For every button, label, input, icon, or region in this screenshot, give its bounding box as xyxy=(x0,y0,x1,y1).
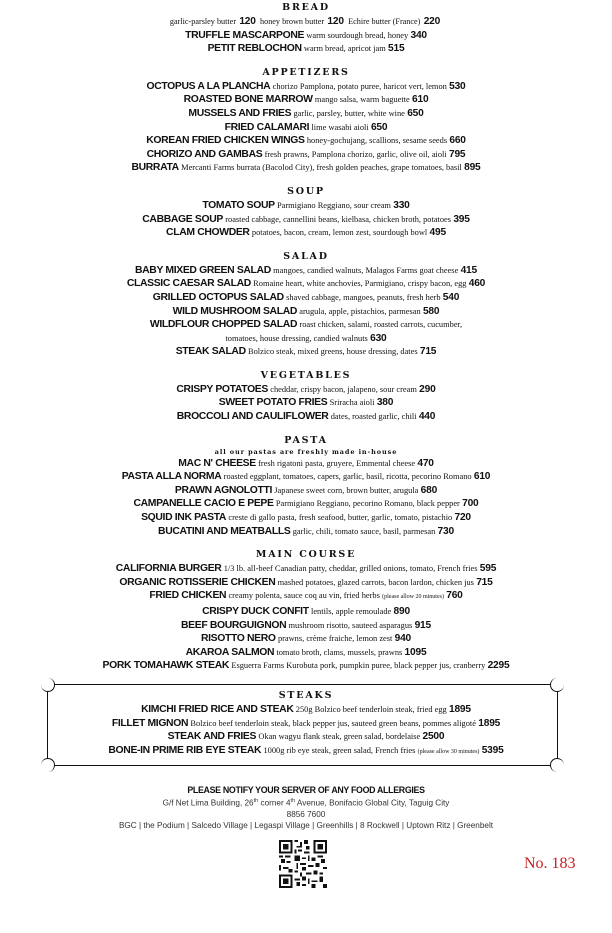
menu-item xyxy=(0,199,612,213)
section-title: VEGETABLES xyxy=(260,369,352,381)
item-description: garlic, parsley, butter, white wine xyxy=(293,108,405,118)
item-description: lime wasabi aioli xyxy=(311,122,369,132)
item-price: 580 xyxy=(422,305,440,317)
menu-section xyxy=(0,67,612,175)
menu-item xyxy=(0,484,612,498)
item-price: 2500 xyxy=(422,731,445,743)
item-description: fresh rigatoni pasta, gruyere, Emmental cheese xyxy=(258,458,416,468)
menu-item xyxy=(0,589,612,605)
item-price: 630 xyxy=(370,332,387,344)
menu-item xyxy=(0,576,612,590)
item-name: CRISPY DUCK CONFIT xyxy=(202,606,309,617)
menu-item xyxy=(0,730,612,744)
item-price: 120 xyxy=(327,16,344,27)
menu-item xyxy=(0,318,612,332)
item-name: STEAK AND FRIES xyxy=(167,731,257,743)
menu-item xyxy=(0,42,612,56)
item-name: FRIED CHICKEN xyxy=(149,590,227,602)
item-name: BUCATINI AND MEATBALLS xyxy=(158,525,291,537)
menu-item xyxy=(0,107,612,121)
item-price: 730 xyxy=(437,525,454,537)
menu-item xyxy=(0,332,612,346)
item-description: Bolzico beef tenderloin steak, black pepper jus, sauteed green beans, pommes aligoté xyxy=(190,718,476,728)
section-title: SALAD xyxy=(283,250,329,262)
item-price: 340 xyxy=(410,29,427,41)
item-name: MAC N' CHEESE xyxy=(178,457,256,469)
menu-item xyxy=(0,659,612,673)
section-title: APPETIZERS xyxy=(262,66,350,78)
item-description: cheddar, crispy bacon, jalapeno, sour cream xyxy=(270,384,417,394)
menu-section xyxy=(0,186,612,240)
item-description: shaved cabbage, mangoes, peanuts, fresh herb xyxy=(286,292,441,302)
item-description: Esguerra Farms Kurobuta pork, pumpkin puree, black pepper jus, cranberry xyxy=(231,661,486,671)
item-description: 250g Bolzico beef tenderloin steak, fried egg xyxy=(295,705,447,714)
butter-option xyxy=(348,17,440,26)
item-name: WILDFLOUR CHOPPED SALAD xyxy=(149,319,298,331)
item-name: GRILLED OCTOPUS SALAD xyxy=(152,291,284,303)
item-description: Okan wagyu flank steak, green salad, bordelaise xyxy=(258,732,421,742)
menu-number: No. 183 xyxy=(524,855,576,872)
item-price: 595 xyxy=(479,563,497,575)
item-name: ROASTED BONE MARROW xyxy=(183,94,313,106)
item-description: lentils, apple remoulade xyxy=(311,607,392,616)
item-price: 220 xyxy=(423,16,441,27)
menu-item xyxy=(0,703,612,717)
qr-code[interactable] xyxy=(279,840,327,888)
menu-sections xyxy=(0,2,612,673)
item-price: 415 xyxy=(460,264,477,276)
butter-option xyxy=(170,17,256,26)
item-price: 470 xyxy=(417,457,434,469)
item-description: potatoes, bacon, cream, lemon zest, sourdough bowl xyxy=(251,228,428,238)
item-description: creamy polenta, sauce coq au vin, fried herbs xyxy=(228,591,380,601)
section-title: BREAD xyxy=(282,2,330,13)
menu-item xyxy=(0,134,612,148)
item-price: 530 xyxy=(449,80,466,92)
item-name: PASTA ALLA NORMA xyxy=(121,471,222,483)
phone-number: 8856 7600 xyxy=(286,809,326,819)
item-price: 760 xyxy=(446,590,463,602)
item-description: tomatoes, house dressing, candied walnuts xyxy=(225,333,368,343)
item-name: BROCCOLI AND CAULIFLOWER xyxy=(176,411,329,423)
item-description: tomato broth, clams, mussels, prawns xyxy=(276,647,403,657)
item-name: TRUFFLE MASCARPONE xyxy=(185,29,305,41)
item-price: 2295 xyxy=(487,660,510,672)
menu-item xyxy=(0,148,612,162)
item-description: 1000g rib eye steak, green salad, French fries xyxy=(263,745,416,755)
item-price: 715 xyxy=(476,576,493,588)
item-name: KIMCHI FRIED RICE AND STEAK xyxy=(141,704,294,715)
item-price: 890 xyxy=(393,606,410,617)
item-name: KOREAN FRIED CHICKEN WINGS xyxy=(146,135,305,147)
item-price: 610 xyxy=(473,471,491,483)
item-name: CHORIZO AND GAMBAS xyxy=(146,148,263,160)
item-price: 290 xyxy=(419,383,436,395)
item-price: 330 xyxy=(393,199,410,211)
item-name: WILD MUSHROOM SALAD xyxy=(172,305,297,317)
menu-item xyxy=(0,15,612,29)
item-price: 5395 xyxy=(481,744,504,756)
menu-item xyxy=(0,457,612,471)
item-description: garlic-parsley butter xyxy=(169,17,237,26)
menu-section xyxy=(0,251,612,359)
address: G/f Net Lima Building, 26th corner 4th Avenue, Bonifacio Global City, Taguig City xyxy=(162,798,450,808)
item-name: FRIED CALAMARI xyxy=(224,121,310,133)
item-note: (please allow 20 minutes) xyxy=(382,594,444,601)
menu-item xyxy=(0,410,612,424)
menu-item xyxy=(0,264,612,278)
menu-item xyxy=(0,29,612,43)
menu-item xyxy=(0,511,612,525)
menu-item xyxy=(0,277,612,291)
item-description: honey-gochujang, scallions, sesame seeds xyxy=(306,136,448,146)
menu-item xyxy=(0,632,612,646)
item-name: OCTOPUS A LA PLANCHA xyxy=(146,80,271,92)
menu-item xyxy=(0,305,612,319)
item-description: Parmigiano Reggiano, pecorino Romano, black pepper xyxy=(275,499,460,509)
item-price: 660 xyxy=(449,135,466,147)
menu-item xyxy=(0,717,612,731)
item-name: AKAROA SALMON xyxy=(185,646,275,658)
item-description: Parmigiano Reggiano, sour cream xyxy=(276,200,391,210)
item-name: MUSSELS AND FRIES xyxy=(188,107,292,119)
item-name: CALIFORNIA BURGER xyxy=(115,563,222,575)
menu-section xyxy=(0,435,612,539)
item-name: PRAWN AGNOLOTTI xyxy=(174,484,273,496)
item-description: warm sourdough bread, honey xyxy=(306,30,409,40)
item-name: PETIT REBLOCHON xyxy=(207,43,302,55)
menu-section xyxy=(0,2,612,56)
item-price: 700 xyxy=(462,498,479,510)
item-description: warm bread, apricot jam xyxy=(303,44,386,54)
item-description: Echire butter (France) xyxy=(348,17,421,26)
menu-section xyxy=(0,549,612,673)
item-name: CABBAGE SOUP xyxy=(142,213,223,225)
menu-item xyxy=(0,646,612,660)
item-description: dates, roasted garlic, chili xyxy=(330,412,417,422)
menu-item xyxy=(0,470,612,484)
item-name: SWEET POTATO FRIES xyxy=(218,397,328,409)
item-price: 895 xyxy=(464,162,481,174)
item-price: 515 xyxy=(388,43,405,55)
item-name: BONE-IN PRIME RIB EYE STEAK xyxy=(108,744,262,756)
steaks-section xyxy=(0,690,612,759)
item-name: CLAM CHOWDER xyxy=(166,227,250,239)
menu-item xyxy=(0,497,612,511)
menu-item xyxy=(0,525,612,539)
item-description: garlic, chili, tomato sauce, basil, parmesan xyxy=(292,526,436,536)
item-description: roasted cabbage, cannellini beans, kielbasa, chicken broth, potatoes xyxy=(225,214,452,224)
item-price: 1895 xyxy=(478,717,501,729)
item-name: TOMATO SOUP xyxy=(202,199,275,211)
item-description: chorizo Pamplona, potato puree, haricot vert, lemon xyxy=(272,81,447,91)
section-title: STEAKS xyxy=(278,690,334,701)
item-description: Japanese sweet corn, brown butter, arugula xyxy=(274,485,419,495)
item-price: 440 xyxy=(418,411,436,423)
item-price: 1895 xyxy=(449,704,471,715)
menu-item xyxy=(0,562,612,576)
item-price: 1095 xyxy=(404,646,427,658)
item-name: SQUID INK PASTA xyxy=(141,512,227,524)
item-description: Bolzico steak, mixed greens, house dressing, dates xyxy=(248,347,418,357)
item-description: prawns, crème fraiche, lemon zest xyxy=(277,634,393,644)
item-description: Mercanti Farms burrata (Bacolod City), fresh golden peaches, grape tomatoes, basil xyxy=(181,163,462,173)
item-name: BABY MIXED GREEN SALAD xyxy=(135,264,271,276)
item-name: CAMPANELLE CACIO E PEPE xyxy=(133,498,274,510)
item-price: 650 xyxy=(407,107,424,119)
item-name: FILLET MIGNON xyxy=(111,717,189,729)
item-description: mango salsa, warm baguette xyxy=(314,95,410,105)
item-description: honey brown butter xyxy=(260,17,325,26)
item-price: 795 xyxy=(448,148,466,160)
item-description: fresh prawns, Pamplona chorizo, garlic, olive oil, aioli xyxy=(264,149,447,159)
menu-item xyxy=(0,345,612,359)
menu-item xyxy=(0,605,612,619)
menu-item xyxy=(0,80,612,94)
item-price: 940 xyxy=(394,633,412,645)
item-price: 680 xyxy=(420,484,438,496)
menu-item xyxy=(0,161,612,175)
item-name: ORGANIC ROTISSERIE CHICKEN xyxy=(119,576,276,588)
item-description: mashed potatoes, glazed carrots, bacon lardon, chicken jus xyxy=(277,577,474,587)
item-price: 610 xyxy=(412,94,429,106)
item-description: 1/3 lb. all-beef Canadian patty, cheddar, grilled onions, tomato, French fries xyxy=(223,564,478,574)
item-price: 720 xyxy=(454,512,471,524)
menu-item xyxy=(0,226,612,240)
item-name: PORK TOMAHAWK STEAK xyxy=(102,660,230,672)
item-name: CRISPY POTATOES xyxy=(176,383,268,395)
item-price: 495 xyxy=(429,227,446,239)
menu-item xyxy=(0,213,612,227)
item-name: STEAK SALAD xyxy=(175,346,246,358)
item-price: 120 xyxy=(239,16,256,27)
butter-option xyxy=(260,17,344,26)
section-title: MAIN COURSE xyxy=(255,549,357,561)
menu-item xyxy=(0,383,612,397)
item-description: roasted eggplant, tomatoes, capers, garlic, basil, ricotta, pecorino Romano xyxy=(223,472,472,482)
menu-item xyxy=(0,396,612,410)
menu-section xyxy=(0,370,612,424)
item-price: 540 xyxy=(442,291,460,303)
item-description: Sriracha aioli xyxy=(329,398,375,408)
item-description: arugula, apple, pistachios, parmesan xyxy=(299,306,421,316)
item-price: 715 xyxy=(419,346,437,358)
item-price: 915 xyxy=(414,619,431,631)
section-note: all our pastas are freshly made in-house xyxy=(214,447,398,456)
item-price: 380 xyxy=(376,397,394,409)
item-name: BURRATA xyxy=(131,162,179,174)
branch-list: BGC | the Podium | Salcedo Village | Legaspi Village | Greenhills | 8 Rockwell | Uptown Ritz | Greenbelt xyxy=(118,820,494,830)
item-description: mushroom risotto, sauteed asparagus xyxy=(288,620,413,630)
menu-item xyxy=(0,619,612,633)
footer xyxy=(0,785,612,831)
allergy-notice: PLEASE NOTIFY YOUR SERVER OF ANY FOOD ALLERGIES xyxy=(187,785,425,795)
item-name: BEEF BOURGUIGNON xyxy=(181,619,287,631)
menu-item xyxy=(0,291,612,305)
item-description: roast chicken, salami, roasted carrots, cucumber, xyxy=(299,320,463,330)
menu-item xyxy=(0,93,612,107)
item-price: 650 xyxy=(370,121,388,133)
menu-item xyxy=(0,121,612,135)
item-description: Romaine heart, white anchovies, Parmigiano, crispy bacon, egg xyxy=(253,279,467,289)
section-title: PASTA xyxy=(284,434,328,446)
section-title: SOUP xyxy=(287,185,325,197)
item-price: 395 xyxy=(453,213,470,225)
item-description: mangoes, candied walnuts, Malagos Farms goat cheese xyxy=(273,265,459,275)
item-name: CLASSIC CAESAR SALAD xyxy=(126,278,251,290)
menu-item xyxy=(0,744,612,760)
item-note: (please allow 30 minutes) xyxy=(417,748,480,755)
item-name: RISOTTO NERO xyxy=(200,633,276,645)
item-price: 460 xyxy=(468,278,486,290)
item-description: creste di gallo pasta, fresh seafood, butter, garlic, tomato, pistachio xyxy=(228,513,453,523)
